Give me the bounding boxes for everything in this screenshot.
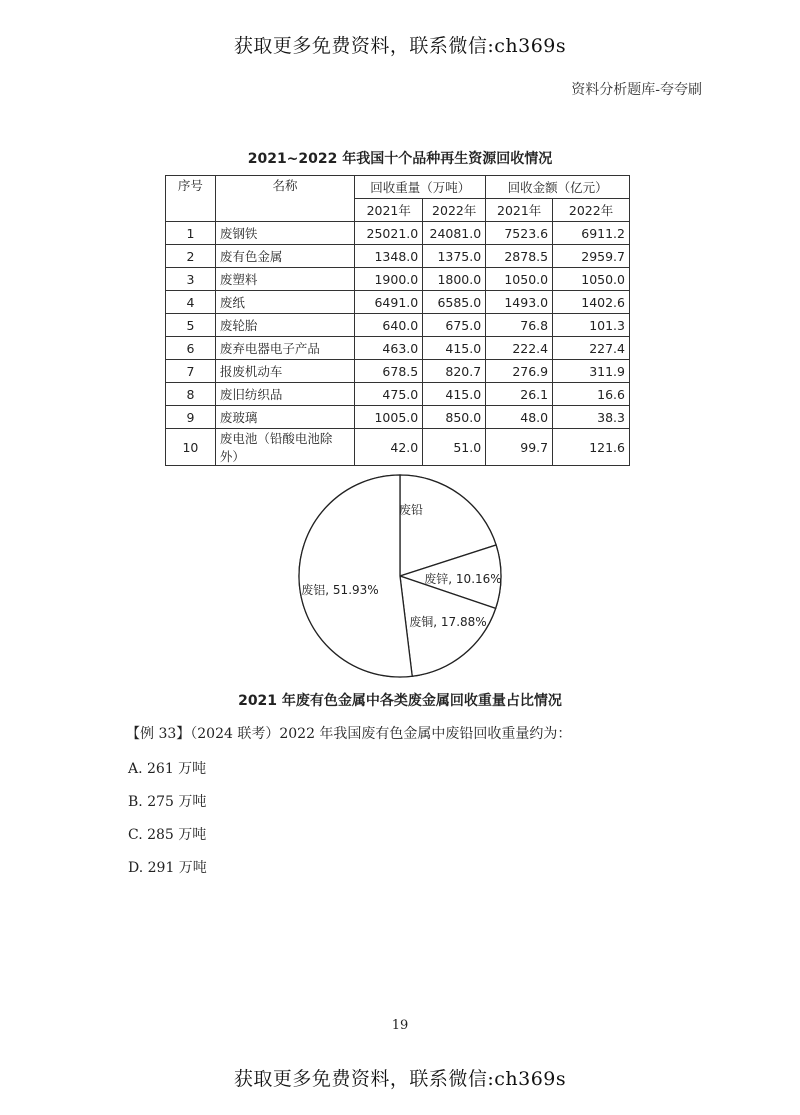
header-weight: 回收重量（万吨） bbox=[355, 176, 486, 199]
row-name: 废纸 bbox=[215, 291, 354, 314]
row-amount-2022: 38.3 bbox=[553, 406, 630, 429]
row-name: 废轮胎 bbox=[215, 314, 354, 337]
row-amount-2021: 1050.0 bbox=[486, 268, 553, 291]
pie-chart-title: 2021 年废有色金属中各类废金属回收重量占比情况 bbox=[238, 693, 562, 709]
row-name: 废有色金属 bbox=[215, 245, 354, 268]
row-index: 9 bbox=[166, 406, 216, 429]
pie-slice-label: 废铅 bbox=[398, 503, 424, 517]
row-index: 4 bbox=[166, 291, 216, 314]
row-amount-2022: 16.6 bbox=[553, 383, 630, 406]
row-weight-2021: 25021.0 bbox=[355, 222, 423, 245]
pie-slice-label: 废铜, 17.88% bbox=[409, 615, 487, 629]
row-index: 6 bbox=[166, 337, 216, 360]
table-row bbox=[166, 314, 630, 337]
row-amount-2021: 76.8 bbox=[486, 314, 553, 337]
row-name: 废塑料 bbox=[215, 268, 354, 291]
pie-slice-label: 废铝, 51.93% bbox=[301, 583, 379, 597]
row-weight-2021: 640.0 bbox=[355, 314, 423, 337]
row-weight-2022: 1375.0 bbox=[423, 245, 486, 268]
row-weight-2022: 415.0 bbox=[423, 383, 486, 406]
header-weight-2021: 2021年 bbox=[355, 199, 423, 222]
page-number: 19 bbox=[391, 1018, 409, 1033]
row-amount-2021: 222.4 bbox=[486, 337, 553, 360]
row-weight-2022: 415.0 bbox=[423, 337, 486, 360]
table-row bbox=[166, 222, 630, 245]
row-index: 5 bbox=[166, 314, 216, 337]
bottom-banner: 获取更多免费资料，联系微信:ch369s bbox=[233, 1068, 567, 1090]
row-index: 10 bbox=[166, 429, 216, 466]
row-amount-2022: 6911.2 bbox=[553, 222, 630, 245]
row-amount-2021: 2878.5 bbox=[486, 245, 553, 268]
row-weight-2021: 1900.0 bbox=[355, 268, 423, 291]
pie-slice-label: 废锌, 10.16% bbox=[424, 572, 502, 586]
header-weight-2022: 2022年 bbox=[423, 199, 486, 222]
table-row bbox=[166, 291, 630, 314]
row-name: 废电池（铅酸电池除外） bbox=[215, 429, 354, 466]
row-weight-2021: 1348.0 bbox=[355, 245, 423, 268]
row-name: 废钢铁 bbox=[215, 222, 354, 245]
row-amount-2021: 99.7 bbox=[486, 429, 553, 466]
question-text: 【例 33】（2024 联考）2022 年我国废有色金属中废铅回收重量约为： bbox=[126, 726, 572, 742]
table-title: 2021~2022 年我国十个品种再生资源回收情况 bbox=[247, 151, 553, 167]
row-weight-2021: 42.0 bbox=[355, 429, 423, 466]
row-weight-2022: 850.0 bbox=[423, 406, 486, 429]
row-name: 废弃电器电子产品 bbox=[215, 337, 354, 360]
row-amount-2021: 26.1 bbox=[486, 383, 553, 406]
row-amount-2022: 311.9 bbox=[553, 360, 630, 383]
option-b: B. 275 万吨 bbox=[128, 794, 207, 810]
row-weight-2021: 6491.0 bbox=[355, 291, 423, 314]
row-index: 1 bbox=[166, 222, 216, 245]
option-d: D. 291 万吨 bbox=[128, 860, 207, 876]
row-amount-2021: 1493.0 bbox=[486, 291, 553, 314]
row-weight-2022: 6585.0 bbox=[423, 291, 486, 314]
document-subtitle: 资料分析题库-夸夸刷 bbox=[571, 82, 702, 98]
header-amount-2021: 2021年 bbox=[486, 199, 553, 222]
row-weight-2021: 463.0 bbox=[355, 337, 423, 360]
row-weight-2022: 820.7 bbox=[423, 360, 486, 383]
row-weight-2022: 1800.0 bbox=[423, 268, 486, 291]
row-weight-2022: 24081.0 bbox=[423, 222, 486, 245]
table-row bbox=[166, 383, 630, 406]
row-amount-2022: 2959.7 bbox=[553, 245, 630, 268]
row-weight-2021: 678.5 bbox=[355, 360, 423, 383]
pie-chart bbox=[280, 470, 520, 680]
row-index: 2 bbox=[166, 245, 216, 268]
header-index: 序号 bbox=[166, 176, 216, 222]
header-amount: 回收金额（亿元） bbox=[486, 176, 630, 199]
row-name: 废旧纺织品 bbox=[215, 383, 354, 406]
header-amount-2022: 2022年 bbox=[553, 199, 630, 222]
table-row bbox=[166, 245, 630, 268]
table-row bbox=[166, 406, 630, 429]
row-amount-2021: 276.9 bbox=[486, 360, 553, 383]
table-row bbox=[166, 360, 630, 383]
row-amount-2022: 121.6 bbox=[553, 429, 630, 466]
option-c: C. 285 万吨 bbox=[128, 827, 207, 843]
row-amount-2021: 48.0 bbox=[486, 406, 553, 429]
row-name: 废玻璃 bbox=[215, 406, 354, 429]
row-amount-2021: 7523.6 bbox=[486, 222, 553, 245]
pie-slice bbox=[299, 475, 412, 677]
row-amount-2022: 101.3 bbox=[553, 314, 630, 337]
option-a: A. 261 万吨 bbox=[128, 761, 207, 777]
top-banner: 获取更多免费资料，联系微信:ch369s bbox=[233, 35, 567, 57]
row-weight-2022: 51.0 bbox=[423, 429, 486, 466]
row-name: 报废机动车 bbox=[215, 360, 354, 383]
row-index: 8 bbox=[166, 383, 216, 406]
row-weight-2021: 475.0 bbox=[355, 383, 423, 406]
row-index: 3 bbox=[166, 268, 216, 291]
row-amount-2022: 227.4 bbox=[553, 337, 630, 360]
row-amount-2022: 1402.6 bbox=[553, 291, 630, 314]
table-row bbox=[166, 429, 630, 466]
row-amount-2022: 1050.0 bbox=[553, 268, 630, 291]
table-row bbox=[166, 268, 630, 291]
row-weight-2022: 675.0 bbox=[423, 314, 486, 337]
row-index: 7 bbox=[166, 360, 216, 383]
recycling-table bbox=[165, 175, 630, 466]
header-name: 名称 bbox=[215, 176, 354, 222]
table-row bbox=[166, 337, 630, 360]
row-weight-2021: 1005.0 bbox=[355, 406, 423, 429]
